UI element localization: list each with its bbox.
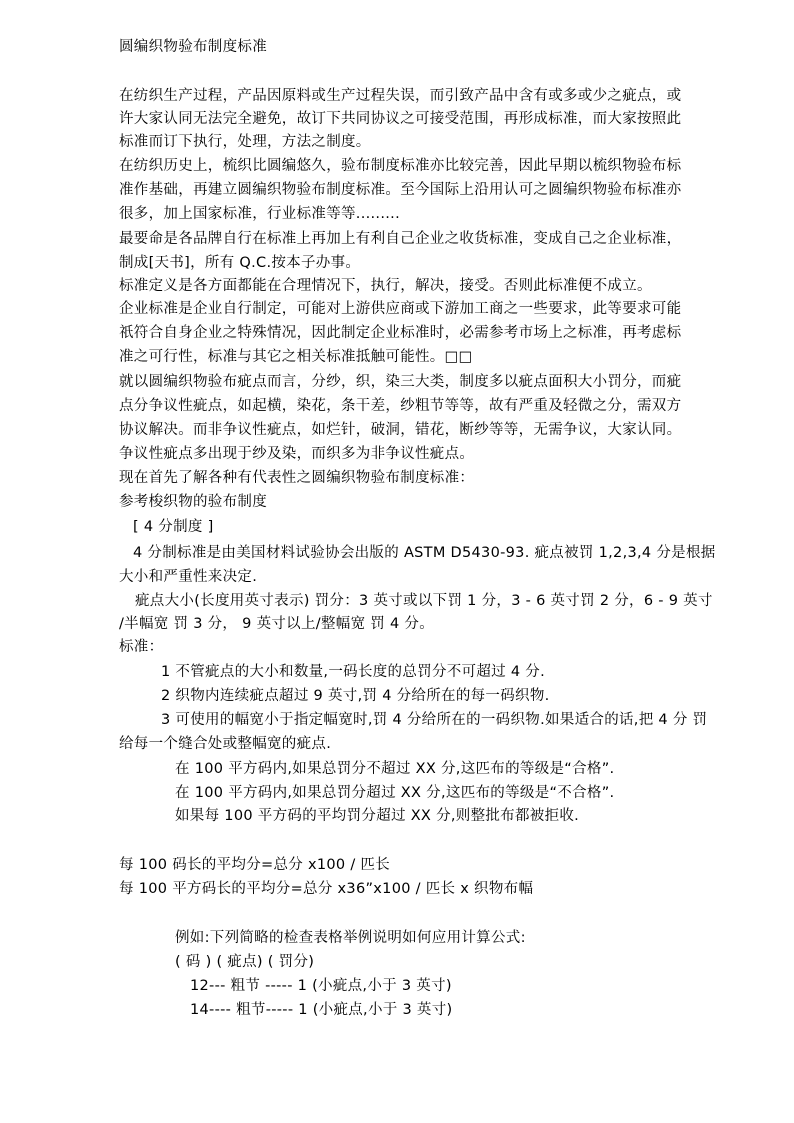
rule-item: 2 织物内连续疵点超过 9 英寸,罚 4 分给所在的每一码织物. (161, 688, 550, 704)
document-title: 圆编织物验布制度标准 (119, 39, 267, 55)
paragraph-line: 标准定义是各方面都能在合理情况下，执行，解决，接受。否则此标准便不成立。 (119, 278, 652, 294)
paragraph-line: 准之可行性，标准与其它之相关标准抵触可能性。□□ (119, 349, 473, 365)
example-table-row: 14---- 粗节----- 1 (小疵点,小于 3 英寸) (190, 1002, 453, 1018)
rule-item-continuation: 给每一个缝合处或整幅宽的疵点. (119, 736, 332, 752)
example-table-header: ( 码 ) ( 疵点) ( 罚分) (175, 954, 315, 970)
example-table-row: 12--- 粗节 ----- 1 (小疵点,小于 3 英寸) (190, 978, 452, 994)
paragraph-line: 标准而订下执行，处理，方法之制度。 (119, 134, 371, 150)
formula-line: 每 100 码长的平均分=总分 x100 / 匹长 (119, 857, 391, 873)
paragraph-line: 准作基础，再建立圆编织物验布制度标准。至今国际上沿用认可之圆编织物验布标准亦 (119, 182, 682, 198)
example-intro: 例如:下列简略的检查表格举例说明如何应用计算公式: (175, 930, 526, 946)
paragraph-line: 点分争议性疵点，如起横，染花，条干差，纱粗节等等，故有严重及轻微之分，需双方 (119, 398, 682, 414)
grade-rule: 在 100 平方码内,如果总罚分超过 XX 分,这匹布的等级是“不合格”. (175, 785, 615, 801)
paragraph-line: 祇符合自身企业之特殊情况，因此制定企业标准时，必需参考市场上之标准，再考虑标 (119, 325, 682, 341)
paragraph-line: 许大家认同无法完全避免，故订下共同协议之可接受范围，再形成标准，而大家按照此 (119, 111, 682, 127)
grade-rule: 在 100 平方码内,如果总罚分不超过 XX 分,这匹布的等级是“合格”. (175, 761, 615, 777)
section-heading: 参考梭织物的验布制度 (119, 494, 267, 510)
paragraph-line: 企业标准是企业自行制定，可能对上游供应商或下游加工商之一些要求，此等要求可能 (119, 301, 682, 317)
paragraph-line: 就以圆编织物验布疵点而言，分纱，织，染三大类，制度多以疵点面积大小罚分，而疵 (119, 374, 682, 390)
paragraph-line: 争议性疵点多出现于纱及染，而织多为非争议性疵点。 (119, 446, 475, 462)
rule-item: 1 不管疵点的大小和数量,一码长度的总罚分不可超过 4 分. (161, 664, 545, 680)
paragraph-line: 4 分制标准是由美国材料试验协会出版的 ASTM D5430-93. 疵点被罚 1,2,3,4 分是根据 (133, 545, 716, 561)
paragraph-line: 在纺织历史上，梳织比圆编悠久，验布制度标准亦比较完善，因此早期以梳织物验布标 (119, 158, 682, 174)
paragraph-line: 制成[天书]，所有 Q.C.按本子办事。 (119, 255, 361, 271)
rule-item: 3 可使用的幅宽小于指定幅宽时,罚 4 分给所在的一码织物.如果适合的话,把 4 分 罚 (161, 712, 708, 728)
paragraph-line: 疵点大小(长度用英寸表示) 罚分：3 英寸或以下罚 1 分，3 - 6 英寸罚 2 分，6 - 9 英寸 (135, 593, 713, 609)
paragraph-line: 大小和严重性来决定. (119, 569, 258, 585)
paragraph-line: 在纺织生产过程，产品因原料或生产过程失误，而引致产品中含有或多或少之疵点，或 (119, 88, 682, 104)
grade-rule: 如果每 100 平方码的平均罚分超过 XX 分,则整批布都被拒收. (175, 808, 580, 824)
subsection-heading: [ 4 分制度 ] (133, 519, 214, 535)
paragraph-line: 现在首先了解各种有代表性之圆编织物验布制度标准： (119, 470, 475, 486)
paragraph-line: 很多，加上国家标准，行业标准等等......... (119, 206, 400, 222)
formula-line: 每 100 平方码长的平均分=总分 x36”x100 / 匹长 x 织物布幅 (119, 881, 534, 897)
paragraph-line: 协议解决。而非争议性疵点，如烂针，破洞，错花，断纱等等，无需争议，大家认同。 (119, 422, 682, 438)
standard-label: 标准： (119, 639, 164, 655)
paragraph-line: /半幅宽 罚 3 分， 9 英寸以上/整幅宽 罚 4 分。 (119, 616, 435, 632)
paragraph-line: 最要命是各品牌自行在标准上再加上有利自己企业之收货标准，变成自己之企业标准， (119, 231, 682, 247)
